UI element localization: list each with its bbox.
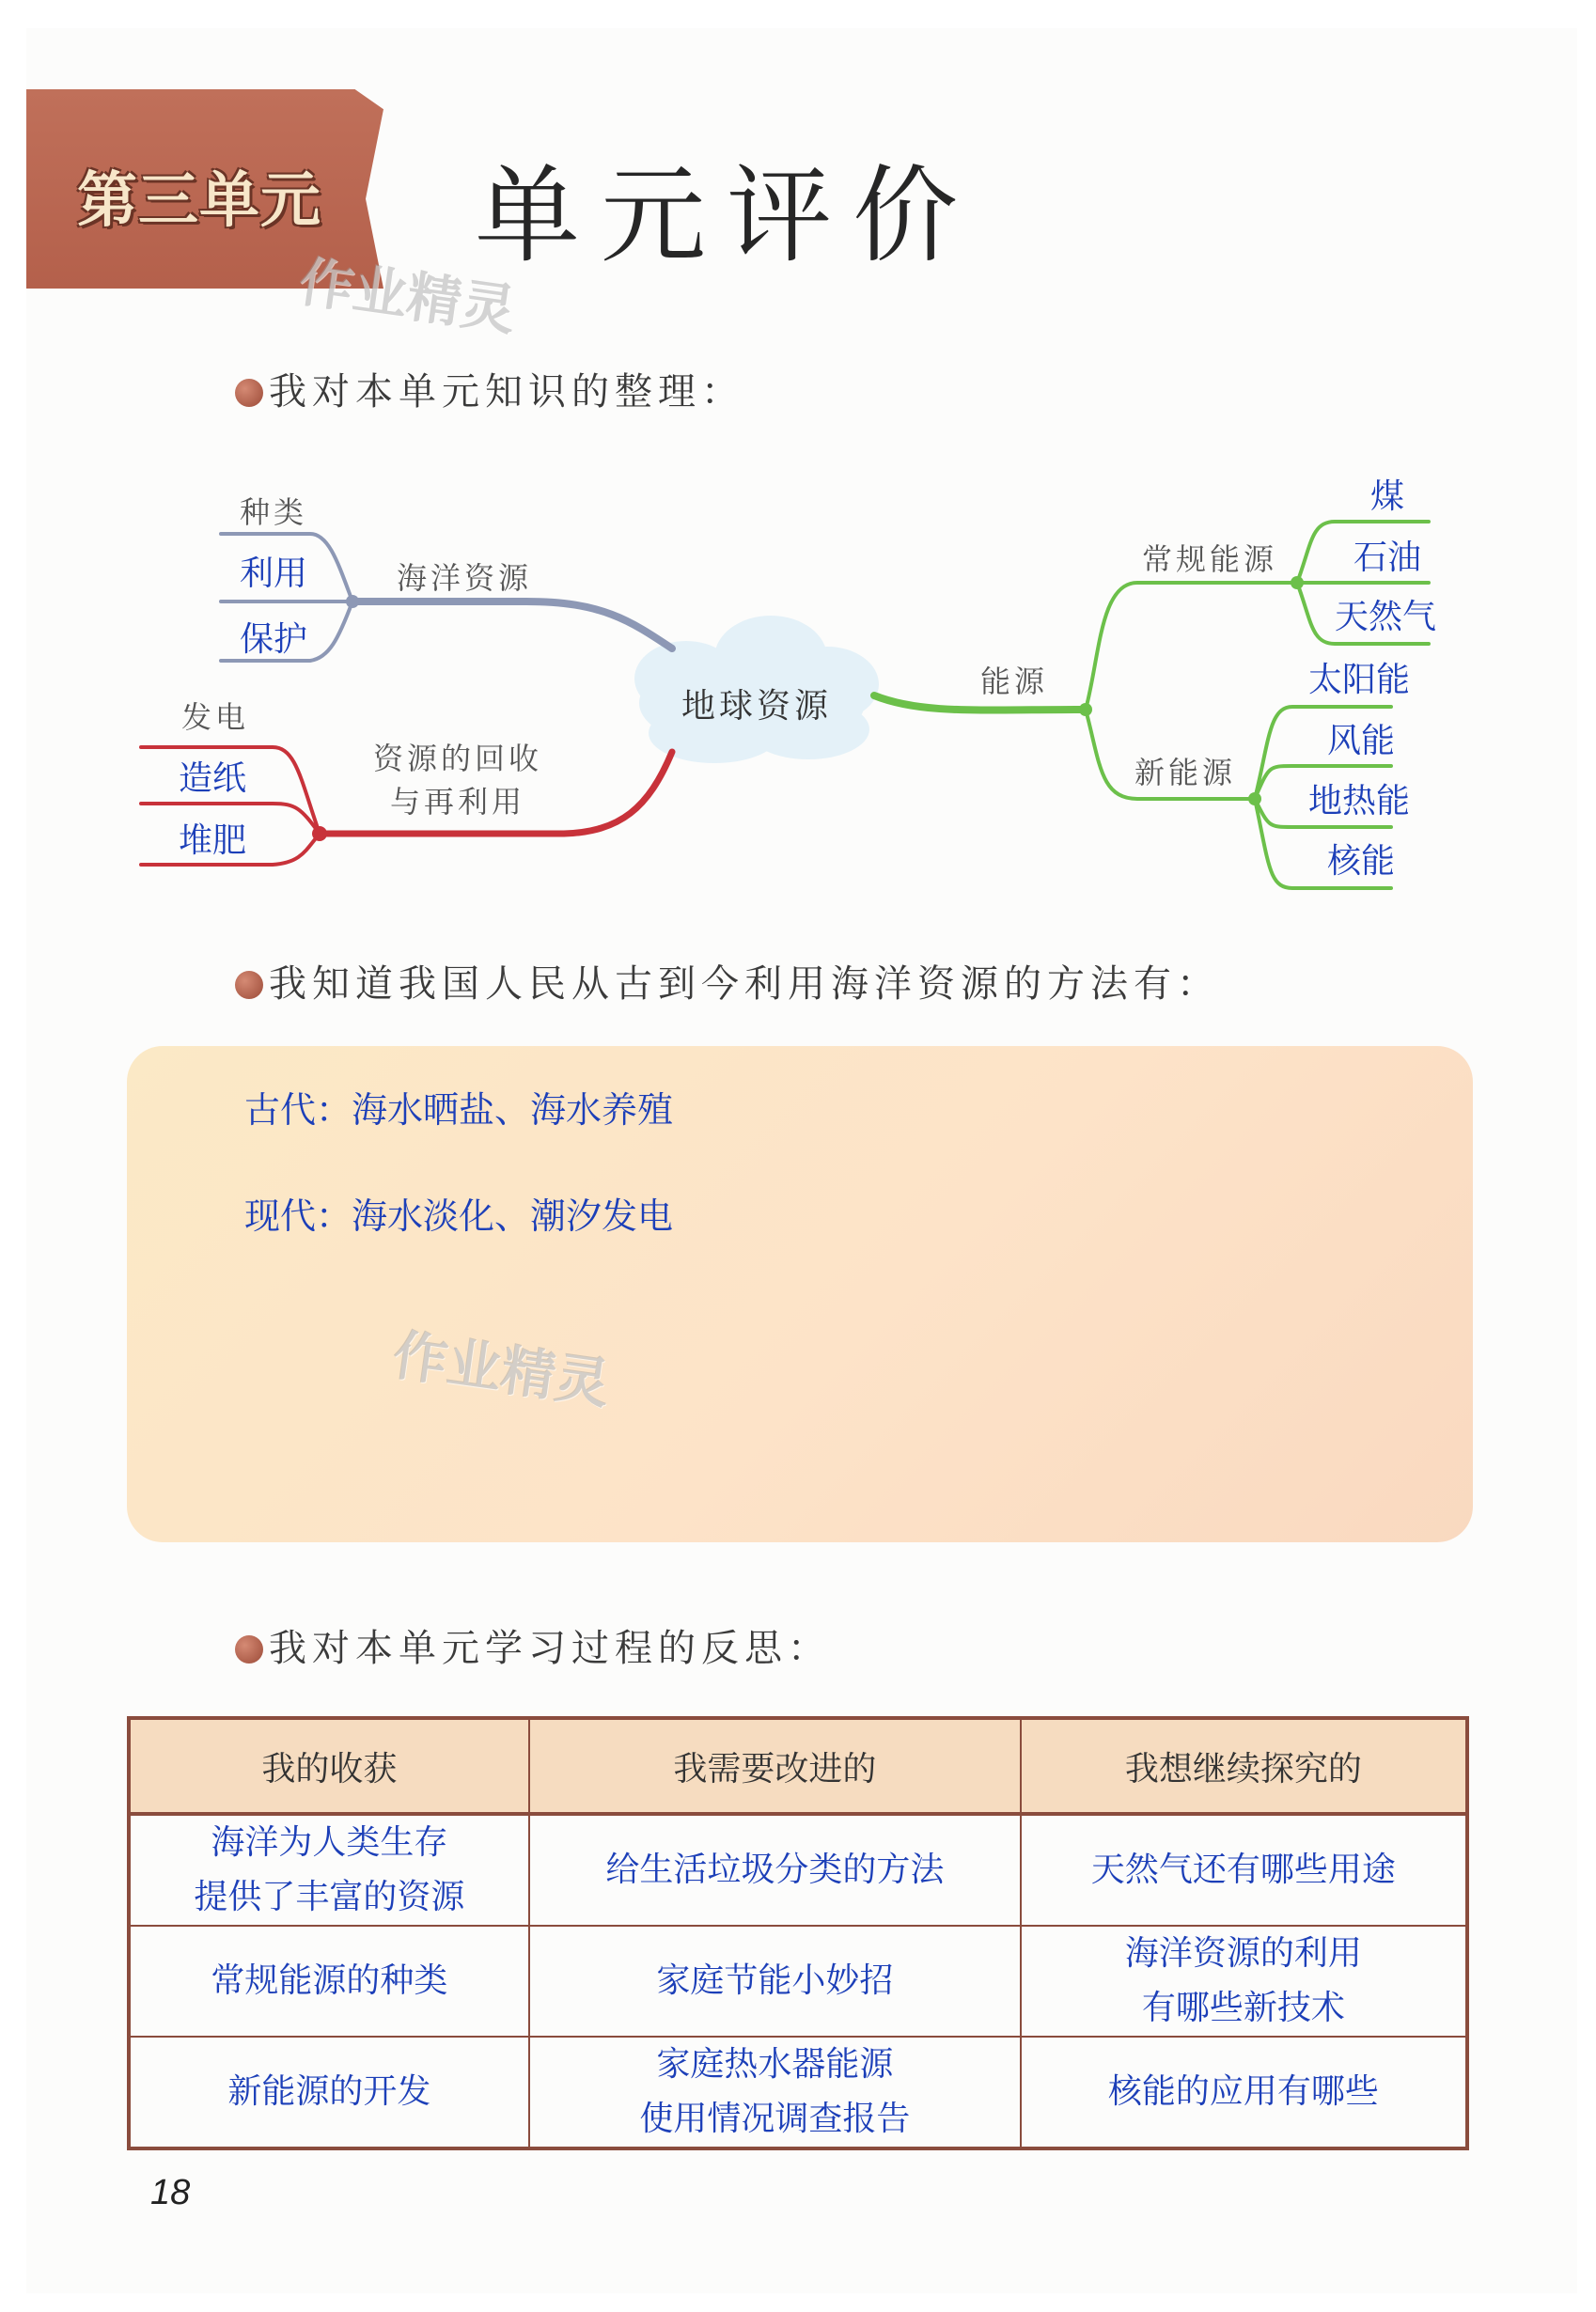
new-item-nuclear: 核能 bbox=[1327, 842, 1396, 881]
cell-line: 家庭热水器能源 bbox=[656, 2045, 894, 2084]
reflection-table bbox=[127, 1716, 1469, 2150]
table-cell bbox=[1021, 1814, 1467, 1926]
cell-line: 常规能源的种类 bbox=[211, 1961, 448, 2000]
cell-line: 新能源的开发 bbox=[227, 2072, 431, 2111]
section-heading-text: 我对本单元知识的整理： bbox=[269, 370, 744, 414]
section-heading-text: 我对本单元学习过程的反思： bbox=[269, 1627, 831, 1670]
table-row bbox=[129, 1926, 1467, 2037]
cell-line: 给生活垃圾分类的方法 bbox=[605, 1851, 945, 1889]
recycle-item-paper: 造纸 bbox=[179, 759, 247, 798]
watermark: 作业精灵 bbox=[388, 1322, 614, 1416]
cell-line: 天然气还有哪些用途 bbox=[1090, 1851, 1396, 1889]
table-cell bbox=[529, 1926, 1021, 2037]
page-number: 18 bbox=[150, 2173, 191, 2212]
conventional-item-gas: 天然气 bbox=[1335, 598, 1437, 636]
cell-line: 海洋资源的利用 bbox=[1124, 1934, 1362, 1973]
energy-label: 能源 bbox=[980, 664, 1049, 699]
ocean-item-use: 利用 bbox=[240, 555, 308, 593]
ocean-item-protect: 保护 bbox=[240, 620, 308, 659]
cell-line: 有哪些新技术 bbox=[1141, 1989, 1345, 2027]
ocean-resources-label: 海洋资源 bbox=[397, 560, 533, 596]
mindmap-center-label: 地球资源 bbox=[681, 687, 833, 726]
table-row bbox=[129, 1814, 1467, 1926]
table-cell bbox=[129, 2037, 529, 2148]
table-cell bbox=[529, 2037, 1021, 2148]
cell-line: 核能的应用有哪些 bbox=[1107, 2072, 1379, 2111]
bullet-dot-icon bbox=[235, 971, 263, 999]
section-heading-reflection bbox=[235, 1618, 831, 1672]
recycle-item-compost: 堆肥 bbox=[179, 821, 247, 860]
section-heading-text: 我知道我国人民从古到今利用海洋资源的方法有： bbox=[269, 962, 1220, 1006]
page-title: 单元评价 bbox=[475, 155, 978, 277]
table-row bbox=[129, 2037, 1467, 2148]
new-item-wind: 风能 bbox=[1327, 722, 1396, 760]
header-explore: 我想继续探究的 bbox=[1021, 1718, 1467, 1814]
section-heading-ocean-methods bbox=[235, 954, 1220, 1008]
table-cell bbox=[129, 1814, 529, 1926]
header-gains: 我的收获 bbox=[129, 1718, 529, 1814]
new-item-geothermal: 地热能 bbox=[1308, 782, 1411, 820]
bullet-dot-icon bbox=[235, 1635, 263, 1664]
conventional-item-coal: 煤 bbox=[1370, 477, 1405, 516]
unit-label: 第三单元 bbox=[77, 166, 321, 236]
recycle-label-line2: 与再利用 bbox=[390, 784, 526, 820]
cell-line: 提供了丰富的资源 bbox=[194, 1878, 465, 1916]
answer-ancient: 古代：海水晒盐、海水养殖 bbox=[244, 1089, 674, 1131]
table-cell bbox=[1021, 2037, 1467, 2148]
cell-line: 家庭节能小妙招 bbox=[656, 1961, 894, 2000]
new-energy-label: 新能源 bbox=[1134, 755, 1237, 790]
new-item-solar: 太阳能 bbox=[1308, 661, 1411, 699]
ocean-item-types: 种类 bbox=[240, 494, 308, 530]
table-cell bbox=[529, 1814, 1021, 1926]
table-cell bbox=[1021, 1926, 1467, 2037]
conventional-item-oil: 石油 bbox=[1353, 539, 1422, 577]
recycle-label-line1: 资源的回收 bbox=[373, 741, 543, 776]
answer-modern: 现代：海水淡化、潮汐发电 bbox=[244, 1195, 674, 1237]
recycle-item-power: 发电 bbox=[181, 699, 250, 735]
table-cell bbox=[129, 1926, 529, 2037]
header-improve: 我需要改进的 bbox=[529, 1718, 1021, 1814]
table-header-row bbox=[129, 1718, 1467, 1814]
cell-line: 海洋为人类生存 bbox=[211, 1823, 448, 1862]
cell-line: 使用情况调查报告 bbox=[639, 2100, 911, 2138]
conventional-energy-label: 常规能源 bbox=[1142, 541, 1278, 577]
watermark: 作业精灵 bbox=[294, 249, 520, 343]
